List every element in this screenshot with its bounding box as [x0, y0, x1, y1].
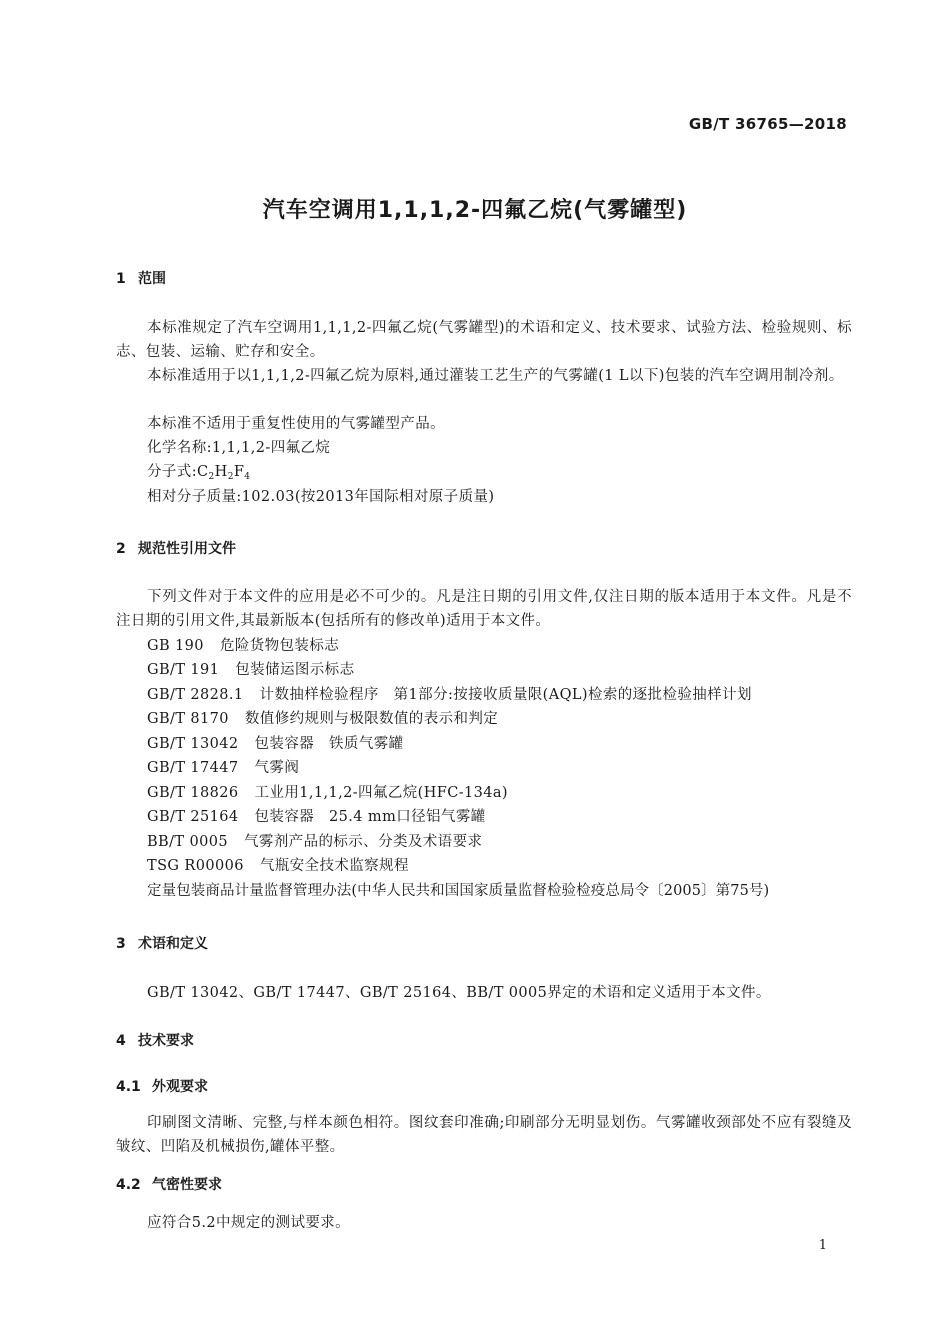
reference-title: 工业用1,1,1,2-四氟乙烷(HFC-134a) [254, 785, 508, 801]
chemical-name: 化学名称:1,1,1,2-四氟乙烷 [147, 440, 331, 456]
terms-definition-text: GB/T 13042、GB/T 17447、GB/T 25164、BB/T 0005界定的术语和定义适用于本文件。 [147, 985, 771, 1001]
reference-code: GB/T 191 [147, 662, 220, 678]
subsection-4-2-heading [116, 1174, 222, 1194]
formula-label: 分子式: [147, 464, 197, 480]
reference-title: 气雾剂产品的标示、分类及术语要求 [243, 834, 483, 850]
subsection-title: 外观要求 [152, 1079, 208, 1095]
molecular-mass: 相对分子质量:102.03(按2013年国际相对原子质量) [147, 489, 495, 505]
reference-code: GB/T 17447 [147, 760, 239, 776]
standard-number: GB/T 36765—2018 [688, 115, 847, 133]
section-number: 3 [116, 936, 126, 952]
reference-title: 包装容器 25.4 mm口径铝气雾罐 [254, 809, 486, 825]
scope-paragraph-2: 本标准适用于以1,1,1,2-四氟乙烷为原料,通过灌装工艺生产的气雾罐(1 L以下)包装的汽车空调用制冷剂。 [147, 368, 844, 384]
reference-code: GB 190 [147, 638, 204, 654]
reference-item [147, 781, 508, 802]
section-number: 2 [116, 541, 126, 557]
subsection-title: 气密性要求 [152, 1177, 222, 1193]
reference-item [147, 658, 354, 679]
formula-c-count: 2 [208, 472, 215, 482]
reference-code: GB/T 2828.1 [147, 687, 244, 703]
section-4-heading [116, 1030, 194, 1050]
reference-title: 包装容器 铁质气雾罐 [254, 736, 404, 752]
reference-item [147, 707, 498, 728]
reference-code: BB/T 0005 [147, 834, 228, 850]
subsection-4-1-heading [116, 1076, 208, 1096]
reference-item-regulation: 定量包装商品计量监督管理办法(中华人民共和国国家质量监督检验检疫总局令〔2005〕第75号) [147, 883, 770, 899]
section-title: 技术要求 [138, 1033, 194, 1049]
section-title: 术语和定义 [138, 936, 208, 952]
reference-item [147, 732, 404, 753]
airtightness-requirement-text: 应符合5.2中规定的测试要求。 [147, 1215, 351, 1231]
reference-title: 危险货物包装标志 [219, 638, 340, 654]
section-number: 4 [116, 1033, 126, 1049]
formula-c: C [197, 464, 209, 480]
scope-paragraph-1: 本标准规定了汽车空调用1,1,1,2-四氟乙烷(气雾罐型)的术语和定义、技术要求、试验方法、检验规则、标志、包装、运输、贮存和安全。 [116, 320, 852, 360]
appearance-requirement-text: 印刷图文清晰、完整,与样本颜色相符。图纹套印准确;印刷部分无明显划伤。气雾罐收颈部处不应有裂缝及皱纹、凹陷及机械损伤,罐体平整。 [116, 1115, 852, 1155]
formula-f-count: 4 [244, 472, 251, 482]
reference-item [147, 854, 409, 875]
reference-title: 计数抽样检验程序 第1部分:按接收质量限(AQL)检索的逐批检验抽样计划 [259, 687, 752, 703]
subsection-number: 4.1 [116, 1079, 141, 1095]
reference-item [147, 683, 752, 704]
section-2-heading [116, 538, 236, 558]
reference-code: GB/T 8170 [147, 711, 229, 727]
reference-item [147, 634, 339, 655]
section-3-heading [116, 933, 208, 953]
document-title: 汽车空调用1,1,1,2-四氟乙烷(气雾罐型) [262, 198, 688, 223]
reference-title: 气瓶安全技术监察规程 [259, 858, 409, 874]
reference-code: TSG R00006 [147, 858, 244, 874]
reference-code: GB/T 13042 [147, 736, 239, 752]
page-number: 1 [818, 1238, 827, 1253]
reference-title: 数值修约规则与极限数值的表示和判定 [244, 711, 499, 727]
reference-code: GB/T 18826 [147, 785, 239, 801]
scope-paragraph-3: 本标准不适用于重复性使用的气雾罐型产品。 [147, 416, 445, 432]
reference-item [147, 805, 486, 826]
formula-f: F [233, 464, 245, 480]
formula-h: H [214, 464, 228, 480]
reference-title: 气雾阀 [254, 760, 300, 776]
subsection-number: 4.2 [116, 1177, 141, 1193]
formula-h-count: 2 [227, 472, 234, 482]
section-title: 规范性引用文件 [138, 541, 236, 557]
references-intro: 下列文件对于本文件的应用是必不可少的。凡是注日期的引用文件,仅注日期的版本适用于本文件。凡是不注日期的引用文件,其最新版本(包括所有的修改单)适用于本文件。 [116, 589, 852, 629]
reference-item [147, 830, 482, 851]
section-title: 范围 [138, 271, 166, 287]
reference-code: GB/T 25164 [147, 809, 239, 825]
molecular-formula [147, 460, 250, 482]
section-1-heading [116, 268, 166, 288]
reference-item [147, 756, 299, 777]
reference-title: 包装储运图示标志 [235, 662, 355, 678]
section-number: 1 [116, 271, 126, 287]
